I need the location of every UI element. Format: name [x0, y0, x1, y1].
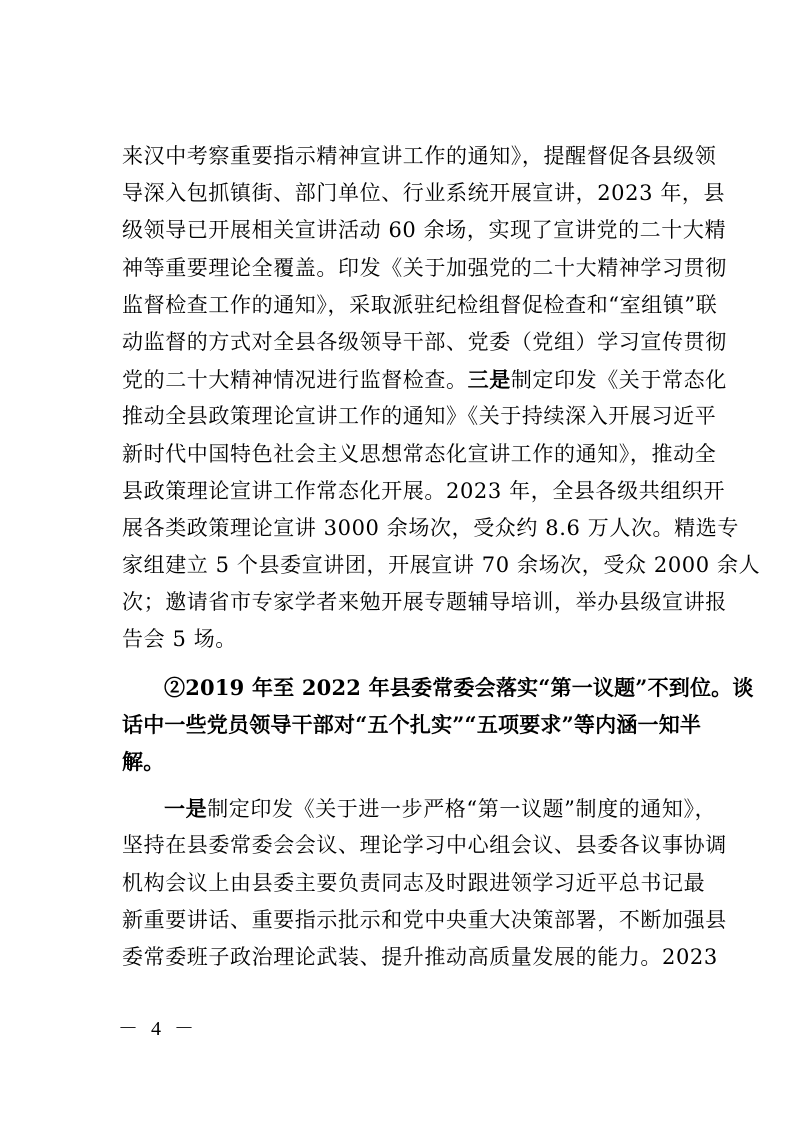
text-segment: 制定印发《关于常态化 — [510, 368, 727, 393]
text-line: 家组建立 5 个县委宣讲团，开展宣讲 70 余场次，受众 2000 余人 — [122, 553, 761, 578]
text-line: 委常委班子政治理论武装、提升推动高质量发展的能力。2023 — [122, 944, 718, 969]
text-segment: 制定印发《关于进一步严格“第一议题”制度的通知》， — [207, 797, 717, 822]
text-line: 告会 5 场。 — [122, 627, 237, 652]
text-line: 新时代中国特色社会主义思想常态化宣讲工作的通知》，推动全 — [122, 441, 717, 466]
text-line: 坚持在县委常委会会议、理论学习中心组会议、县委各议事协调 — [122, 833, 727, 858]
bold-lead-phrase: 一是 — [164, 796, 208, 822]
text-line: 动监督的方式对全县各级领导干部、党委（党组）学习宣传贯彻 — [122, 329, 727, 354]
section-heading-line: 话中一些党员领导干部对“五个扎实”“五项要求”等内涵一知半 — [122, 711, 702, 737]
page-number: － 4 － — [118, 1018, 198, 1040]
section-heading-line: ②2019 年至 2022 年县委常委会落实“第一议题”不到位。谈 — [164, 674, 754, 700]
text-line — [122, 790, 717, 827]
text-line: 级领导已开展相关宣讲活动 60 余场，实现了宣讲党的二十大精 — [122, 218, 727, 243]
text-line: 监督检查工作的通知》，采取派驻纪检组督促检查和“室组镇”联 — [122, 292, 718, 317]
section-heading-line: 解。 — [122, 749, 165, 774]
text-line: 导深入包抓镇街、部门单位、行业系统开展宣讲，2023 年，县 — [122, 181, 726, 206]
text-line: 推动全县政策理论宣讲工作的通知》《关于持续深入开展习近平 — [122, 404, 717, 429]
paragraph-gap — [122, 659, 696, 669]
text-line — [122, 361, 727, 398]
bold-lead-phrase: 三是 — [467, 367, 511, 393]
text-line: 神等重要理论全覆盖。印发《关于加强党的二十大精神学习贯彻 — [122, 255, 727, 280]
text-line: 展各类政策理论宣讲 3000 余场次，受众约 8.6 万人次。精选专 — [122, 515, 739, 540]
text-line: 来汉中考察重要指示精神宣讲工作的通知》，提醒督促各县级领 — [122, 144, 717, 168]
text-line: 新重要讲话、重要指示批示和党中央重大决策部署，不断加强县 — [122, 907, 727, 932]
paragraph-gap — [122, 780, 696, 790]
text-line: 县政策理论宣讲工作常态化开展。2023 年，全县各级共组织开 — [122, 478, 726, 503]
text-line: 机构会议上由县委主要负责同志及时跟进领学习近平总书记最 — [122, 870, 706, 895]
document-body — [122, 138, 761, 976]
text-segment: 党的二十大精神情况进行监督检查。 — [122, 368, 468, 393]
text-line: 次；邀请省市专家学者来勉开展专题辅导培训，举办县级宣讲报 — [122, 590, 727, 615]
